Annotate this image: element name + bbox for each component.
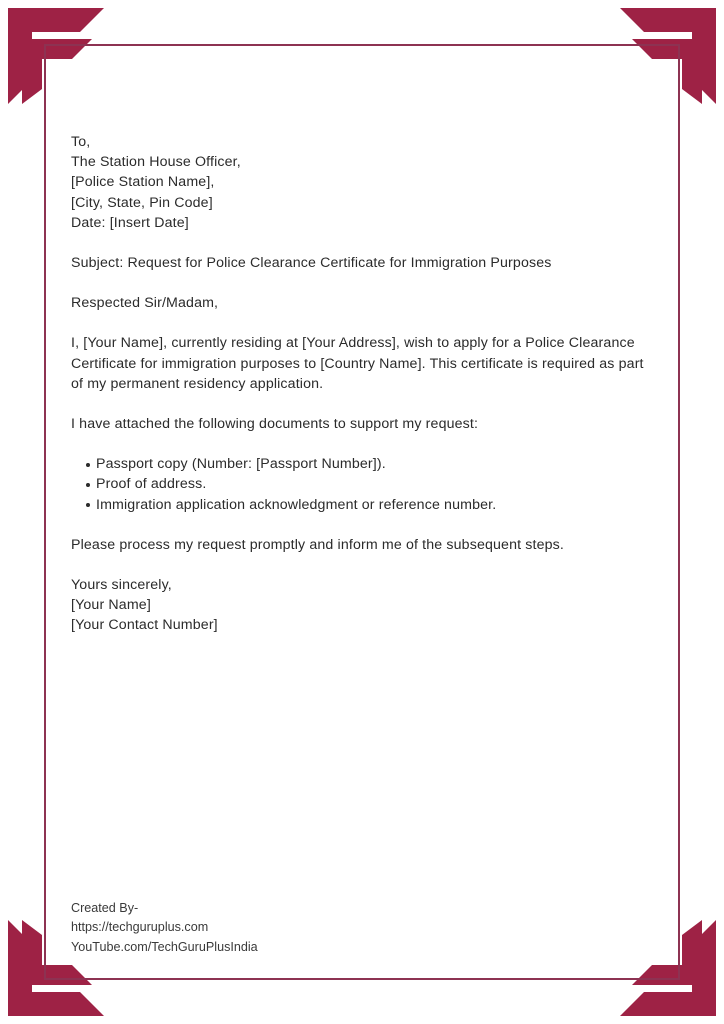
- corner-ornament-top-left: [8, 8, 104, 104]
- list-item: Proof of address.: [71, 474, 645, 494]
- salutation: Respected Sir/Madam,: [71, 295, 219, 312]
- documents-intro: I have attached the following documents to support my request:: [71, 416, 479, 433]
- attached-documents-list: [71, 454, 645, 515]
- signoff-block: [71, 575, 645, 636]
- address-line-city: [City, State, Pin Code]: [71, 194, 213, 211]
- corner-ornament-bottom-right: [620, 920, 716, 1016]
- signoff-name: [Your Name]: [71, 597, 151, 614]
- signoff-yours-sincerely: Yours sincerely,: [71, 577, 172, 594]
- recipient-address-block: [71, 132, 645, 233]
- subject-line: Subject: Request for Police Clearance Certificate for Immigration Purposes: [71, 255, 552, 272]
- address-line-station: [Police Station Name],: [71, 174, 215, 191]
- corner-ornament-top-right: [620, 8, 716, 104]
- list-item: Passport copy (Number: [Passport Number]).: [71, 454, 645, 474]
- footer-youtube-link[interactable]: YouTube.com/TechGuruPlusIndia: [71, 939, 258, 954]
- footer-website-link[interactable]: https://techguruplus.com: [71, 920, 209, 935]
- footer-created-by: Created By-: [71, 901, 139, 915]
- list-item: Immigration application acknowledgment or reference number.: [71, 495, 645, 515]
- letter-content: [71, 132, 645, 636]
- footer-credit: [71, 899, 491, 957]
- body-paragraph-request: I, [Your Name], currently residing at [Your Address], wish to apply for a Police Clearance Certificate for immigration purposes to [Country Name]. This certificate is required as part of my permanent residency application.: [71, 335, 644, 392]
- address-line-to: To,: [71, 134, 91, 150]
- closing-paragraph: Please process my request promptly and inform me of the subsequent steps.: [71, 536, 564, 553]
- signoff-contact-number: [Your Contact Number]: [71, 617, 218, 634]
- address-line-date: Date: [Insert Date]: [71, 214, 189, 231]
- address-line-officer: The Station House Officer,: [71, 154, 241, 171]
